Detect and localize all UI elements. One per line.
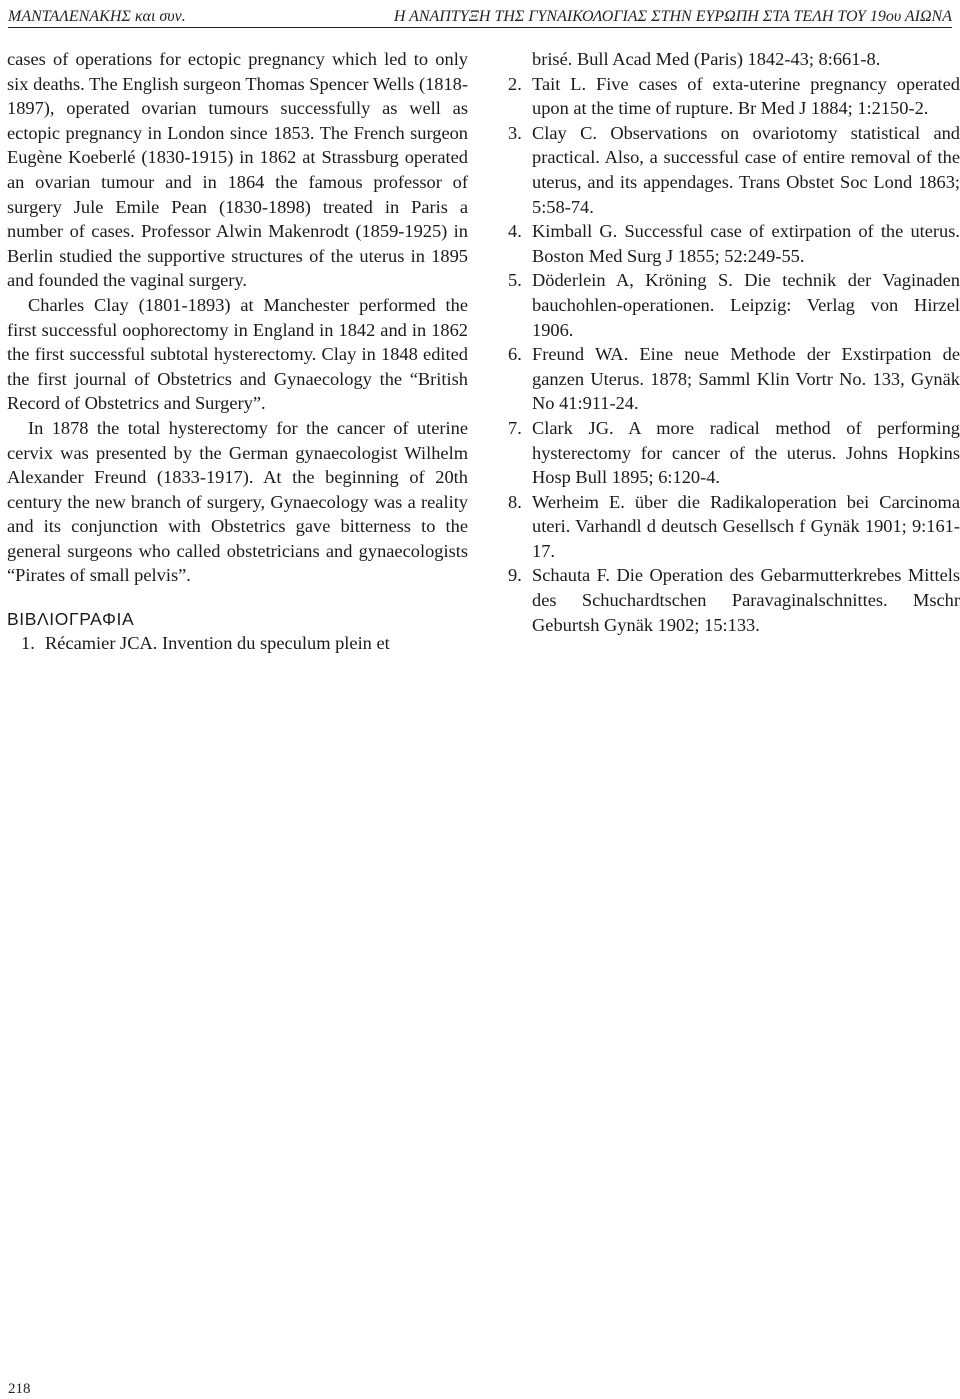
reference-number: 3. bbox=[508, 122, 522, 143]
reference-text: Freund WA. Eine neue Methode der Exstirpation de ganzen Uterus. 1878; Samml Klin Vortr No. 133, Gynäk No 41:911-24. bbox=[532, 344, 960, 414]
body-paragraph: Charles Clay (1801-1893) at Manchester performed the first successful oophorectomy in England in 1842 and in 1862 the first successful subtotal hysterectomy. Clay in 1848 edited the first journal of Obstetrics and Gynaecology the “British Record of Obstetrics and Surgery”. bbox=[7, 294, 468, 414]
reference-text: Döderlein A, Kröning S. Die technik der Vaginaden bauchohlen-operationen. Leipzig: Verlag von Hirzel 1906. bbox=[532, 270, 960, 340]
left-column bbox=[7, 47, 468, 656]
reference-item bbox=[508, 342, 960, 416]
header-rule bbox=[8, 27, 952, 28]
reference-list-start bbox=[21, 631, 468, 656]
reference-text: Kimball G. Successful case of extirpation of the uterus. Boston Med Surg J 1855; 52:249-55. bbox=[532, 221, 960, 266]
reference-item bbox=[508, 219, 960, 268]
body-paragraph: In 1878 the total hysterectomy for the cancer of uterine cervix was presented by the German gynaecologist Wilhelm Alexander Freund (1833-1917). At the beginning of 20th century the new branch of surgery, Gynaecology was a reality and its conjunction with Obstetrics gave bitterness to the general surgeons who called obstetricians and gynaecologists “Pirates of small pelvis”. bbox=[7, 417, 468, 586]
reference-number: 9. bbox=[508, 565, 522, 586]
reference-number: 7. bbox=[508, 417, 522, 438]
reference-item bbox=[21, 631, 468, 656]
reference-number: 1. bbox=[21, 633, 35, 654]
reference-number: 2. bbox=[508, 73, 522, 94]
reference-item bbox=[508, 416, 960, 490]
reference-item bbox=[508, 490, 960, 564]
reference-text: Schauta F. Die Operation des Gebarmutterkrebes Mittels des Schuchardtschen Paravaginalschnittes. Mschr Geburtsh Gynäk 1902; 15:133. bbox=[532, 565, 960, 635]
reference-item bbox=[508, 563, 960, 637]
reference-continuation: brisé. Bull Acad Med (Paris) 1842-43; 8:661-8. bbox=[532, 49, 881, 69]
reference-list bbox=[508, 72, 960, 638]
reference-item bbox=[508, 268, 960, 342]
reference-number: 5. bbox=[508, 270, 522, 291]
reference-item bbox=[508, 72, 960, 121]
page-number: 218 bbox=[8, 1381, 31, 1397]
reference-text: Récamier JCA. Invention du speculum plein et bbox=[45, 633, 390, 654]
bibliography-heading: ΒΙΒΛΙΟΓΡΑΦΙΑ bbox=[7, 609, 135, 630]
running-header bbox=[8, 0, 952, 26]
header-article-title: Η ΑΝΑΠΤΥΞΗ ΤΗΣ ΓΥΝΑΙΚΟΛΟΓΙΑΣ ΣΤΗΝ ΕΥΡΩΠΗ ΣΤΑ ΤΕΛΗ ΤΟΥ 19ου ΑΙΩΝΑ bbox=[393, 8, 952, 25]
reference-number: 8. bbox=[508, 491, 522, 512]
reference-text: Clark JG. A more radical method of performing hysterectomy for cancer of the uterus. Johns Hopkins Hosp Bull 1895; 6:120-4. bbox=[532, 417, 960, 488]
header-authors: ΜΑΝΤΑΛΕΝΑΚΗΣ και συν. bbox=[8, 8, 186, 25]
right-column bbox=[508, 47, 960, 637]
reference-item bbox=[508, 121, 960, 219]
reference-text: Clay C. Observations on ovariotomy statistical and practical. Also, a successful case of entire removal of the uterus, and its appendages. Trans Obstet Soc Lond 1863; 5:58-74. bbox=[532, 122, 960, 217]
reference-number: 6. bbox=[508, 344, 522, 365]
reference-text: Werheim E. über die Radikaloperation bei Carcinoma uteri. Varhandl d deutsch Gesellsch f Gynäk 1901; 9:161-17. bbox=[532, 491, 960, 561]
reference-text: Tait L. Five cases of exta-uterine pregnancy operated upon at the time of rupture. Br Med J 1884; 1:2150-2. bbox=[532, 73, 960, 119]
body-paragraph: cases of operations for ectopic pregnancy which led to only six deaths. The English surgeon Thomas Spencer Wells (1818-1897), operated ovarian tumours successfully as well as ectopic pregnancy in London since 1853. The French surgeon Eugène Koeberlé (1830-1915) in 1862 at Strassburg operated an ovarian tumour and in 1864 the famous professor of surgery Jule Emile Pean (1830-1898) treated in Paris a number of cases. Professor Alwin Makenrodt (1859-1925) in Berlin studied the supportive structures of the uterus in 1895 and founded the vaginal surgery. bbox=[7, 49, 468, 291]
reference-number: 4. bbox=[508, 221, 522, 242]
